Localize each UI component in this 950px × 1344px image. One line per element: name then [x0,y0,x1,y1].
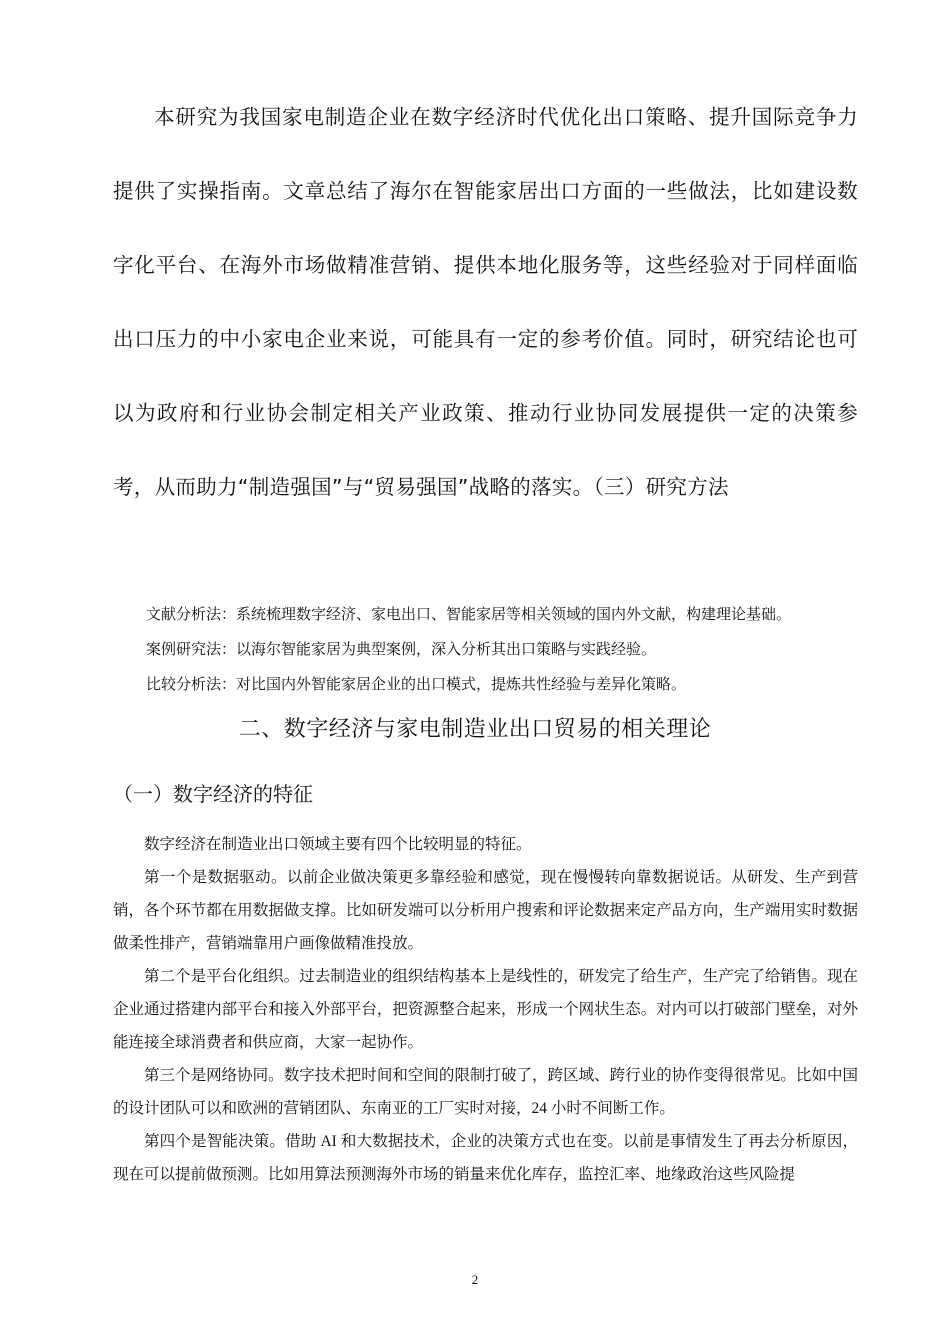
method-comparison: 比较分析法：对比国内外智能家居企业的出口模式，提炼共性经验与差异化策略。 [146,677,687,693]
body-paragraph-overview: 数字经济在制造业出口领域主要有四个比较明显的特征。 [144,836,532,853]
method-case-study: 案例研究法：以海尔智能家居为典型案例，深入分析其出口策略与实践经验。 [146,642,657,658]
body-paragraph-data-driven: 第一个是数据驱动。以前企业做决策更多靠经验和感觉，现在慢慢转向靠数据说话。从研发、生产到营销，各个环节都在用数据做支撑。比如研发端可以分析用户搜索和评论数据来定产品方向，生产端用实时数据做柔性排产，营销端靠用户画像做精准投放。 [113,869,858,952]
method-literature: 文献分析法：系统梳理数字经济、家电出口、智能家居等相关领域的国内外文献，构建理论基础。 [146,607,792,623]
body-paragraph-platform: 第二个是平台化组织。过去制造业的组织结构基本上是线性的，研发完了给生产，生产完了给销售。现在企业通过搭建内部平台和接入外部平台，把资源整合起来，形成一个网状生态。对内可以打破部门壁垒，对外能连接全球消费者和供应商，大家一起协作。 [113,968,858,1051]
intro-paragraph: 本研究为我国家电制造企业在数字经济时代优化出口策略、提升国际竞争力提供了实操指南。文章总结了海尔在智能家居出口方面的一些做法，比如建设数字化平台、在海外市场做精准营销、提供本地化服务等，这些经验对于同样面临出口压力的中小家电企业来说，可能具有一定的参考价值。同时，研究结论也可以为政府和行业协会制定相关产业政策、推动行业协同发展提供一定的决策参考，从而助力“制造强国”与“贸易强国”战略的落实。（三）研究方法 [113,105,858,499]
page-number: 2 [471,1272,479,1287]
section-heading: 二、数字经济与家电制造业出口贸易的相关理论 [238,717,712,742]
subsection-heading: （一）数字经济的特征 [113,782,313,806]
body-paragraph-network: 第三个是网络协同。数字技术把时间和空间的限制打破了，跨区域、跨行业的协作变得很常见。比如中国的设计团队可以和欧洲的营销团队、东南亚的工厂实时对接，24 小时不间断工作。 [113,1067,858,1117]
body-paragraph-intelligent: 第四个是智能决策。借助 AI 和大数据技术，企业的决策方式也在变。以前是事情发生了再去分析原因，现在可以提前做预测。比如用算法预测海外市场的销量来优化库存，监控汇率、地缘政治这些风险提 [113,1133,858,1183]
